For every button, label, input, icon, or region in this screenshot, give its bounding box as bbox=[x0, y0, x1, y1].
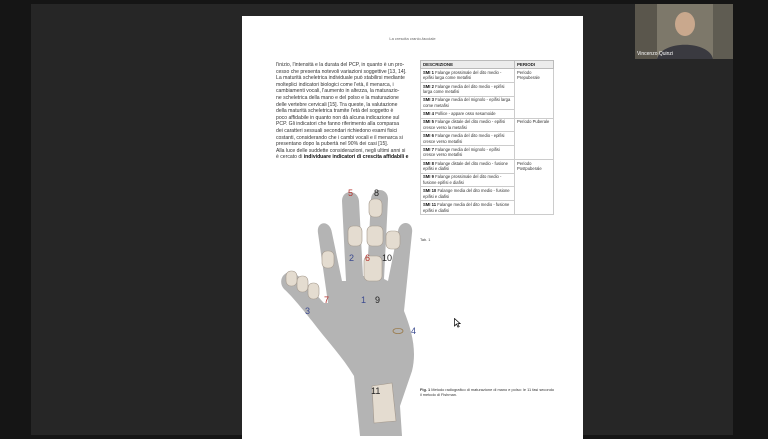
smi-description: Falange media del dito medio - epifisi cresce verso metafisi bbox=[423, 133, 505, 144]
middle-distal-phalanx bbox=[369, 199, 382, 217]
label-1: 1 bbox=[361, 295, 367, 305]
figure-caption-label: Fig. 1 bbox=[420, 387, 431, 392]
period-cell: Periodo Postpuberale bbox=[515, 159, 554, 214]
label-7: 7 bbox=[324, 295, 330, 305]
smi-description: Falange media del dito medio - fusione epifisi e diafisi bbox=[423, 188, 510, 199]
paragraph-line: cesso che presenta notevoli variazioni soggettive [13, 14]. bbox=[276, 68, 407, 75]
thumb-phalanx-3 bbox=[286, 271, 297, 286]
smi-description: Falange media del mignolo - epifisi larga come metafisi bbox=[423, 97, 511, 108]
paragraph-line: molteplici indicatori biologici come l'età, il menarca, i bbox=[276, 81, 394, 88]
participant-video-tile[interactable] bbox=[635, 4, 733, 59]
participant-face bbox=[675, 12, 695, 36]
table-row bbox=[421, 69, 554, 83]
label-10: 10 bbox=[382, 253, 393, 263]
label-3: 3 bbox=[305, 306, 311, 316]
paragraph-line: delle vertebre cervicali [15]. Tra queste, la valutazione bbox=[276, 101, 398, 108]
paragraph-line: l'inizio, l'intensità e la durata del PCP, in quanto è un pro- bbox=[276, 62, 405, 68]
label-11: 11 bbox=[371, 386, 381, 396]
label-2: 2 bbox=[349, 253, 355, 263]
smi-code: SMI 5 bbox=[423, 119, 434, 125]
document-page bbox=[242, 16, 583, 439]
smi-code: SMI 2 bbox=[423, 83, 434, 89]
smi-code: SMI 1 bbox=[423, 69, 434, 75]
paragraph-line: PCP. Gli indicatori che fanno riferimento alla comparsa bbox=[276, 121, 400, 128]
smi-description: Falange prossimale del dito medio - fusione epifisi e diafisi bbox=[423, 174, 502, 186]
table-header-description: DESCRIZIONE bbox=[421, 61, 515, 69]
paragraph-line: ne scheletrica della mano e del polso e la maturazione bbox=[276, 94, 399, 101]
smi-code: SMI 10 bbox=[423, 188, 437, 194]
smi-code: SMI 11 bbox=[423, 202, 437, 208]
smi-description: Falange distale del dito medio - fusione epifisi e diafisi bbox=[423, 160, 508, 172]
participant-name: Vincenzo Quinzi bbox=[637, 51, 674, 57]
paragraph-line: della maturità scheletrica tramite l'età del soggetto è bbox=[276, 108, 394, 115]
paragraph-line: dei caratteri sessuali secondari richiedono esami fisici bbox=[276, 127, 398, 134]
running-header: La crescita cranio-facciale bbox=[389, 36, 436, 41]
smi-code: SMI 8 bbox=[423, 160, 434, 166]
smi-code: SMI 9 bbox=[423, 174, 434, 180]
label-4: 4 bbox=[411, 326, 417, 336]
hand-silhouette bbox=[281, 190, 417, 436]
hand-xray-figure bbox=[272, 171, 472, 439]
smi-code: SMI 6 bbox=[423, 133, 434, 139]
table-label: Tab. 1 bbox=[420, 238, 431, 242]
label-5: 5 bbox=[348, 188, 354, 198]
label-6: 6 bbox=[365, 253, 371, 263]
paragraph-line: presentano dopo la pubertà nel 90% dei casi [15]. bbox=[276, 141, 389, 148]
table-header-periods: PERIODI bbox=[515, 61, 554, 69]
paragraph-line: cambiamenti vocali, l'aumento in altezza, la maturazio- bbox=[276, 88, 400, 95]
smi-code: SMI 3 bbox=[423, 97, 434, 103]
smi-description: Falange prossimale del dito medio - epifisi larga come metafisi bbox=[423, 69, 502, 81]
ring-middle-phalanx bbox=[386, 231, 400, 249]
smi-code: SMI 7 bbox=[423, 146, 434, 152]
smi-description: Falange distale del dito medio - epifisi cresce verso la metafisi bbox=[423, 119, 506, 130]
figure-caption-text: Metodo radiografico di maturazione di mano e polso: le 11 fasi secondo il metodo di Fishman. bbox=[420, 387, 555, 397]
paragraph-bold-tail: individuare indicatori di crescita affidabili e bbox=[303, 154, 409, 161]
table-row bbox=[421, 118, 554, 132]
period-cell: Periodo Prepuberale bbox=[515, 69, 554, 119]
paragraph-line: poco affidabile in quanto non dà alcuna indicazione sul bbox=[276, 114, 400, 121]
period-cell: Periodo Puberale bbox=[515, 118, 554, 159]
body-paragraph bbox=[276, 62, 414, 161]
smi-description: Falange media del mignolo - epifisi cresce verso metafisi bbox=[423, 146, 500, 158]
smi-code: SMI 4 bbox=[423, 111, 434, 117]
paragraph-line: costanti, considerando che i cambi vocali e il menarca si bbox=[276, 134, 403, 141]
mouse-cursor-icon bbox=[454, 318, 461, 328]
paragraph-line: La maturità scheletrica individuale può stabilirsi mediante bbox=[276, 75, 405, 82]
paragraph-line: è cercato di bbox=[276, 154, 303, 161]
thumb-phalanx-1 bbox=[297, 276, 308, 292]
smi-description: Pollice - appare osso sesamoide bbox=[435, 111, 496, 117]
thumb-phalanx-2 bbox=[308, 283, 319, 299]
index-middle-phalanx bbox=[348, 226, 362, 246]
pinky-middle-phalanx bbox=[322, 251, 334, 268]
smi-description: Falange media del dito medio - epifisi larga come metafisi bbox=[423, 83, 505, 95]
smi-description: Falange media del dito medio - fusione epifisi e diafisi bbox=[423, 202, 510, 213]
label-8: 8 bbox=[374, 188, 380, 198]
label-9: 9 bbox=[375, 295, 381, 305]
paragraph-line: Alla luce delle suddette considerazioni, negli ultimi anni si bbox=[276, 147, 406, 154]
shared-screen bbox=[31, 4, 733, 435]
middle-middle-phalanx bbox=[367, 226, 383, 246]
